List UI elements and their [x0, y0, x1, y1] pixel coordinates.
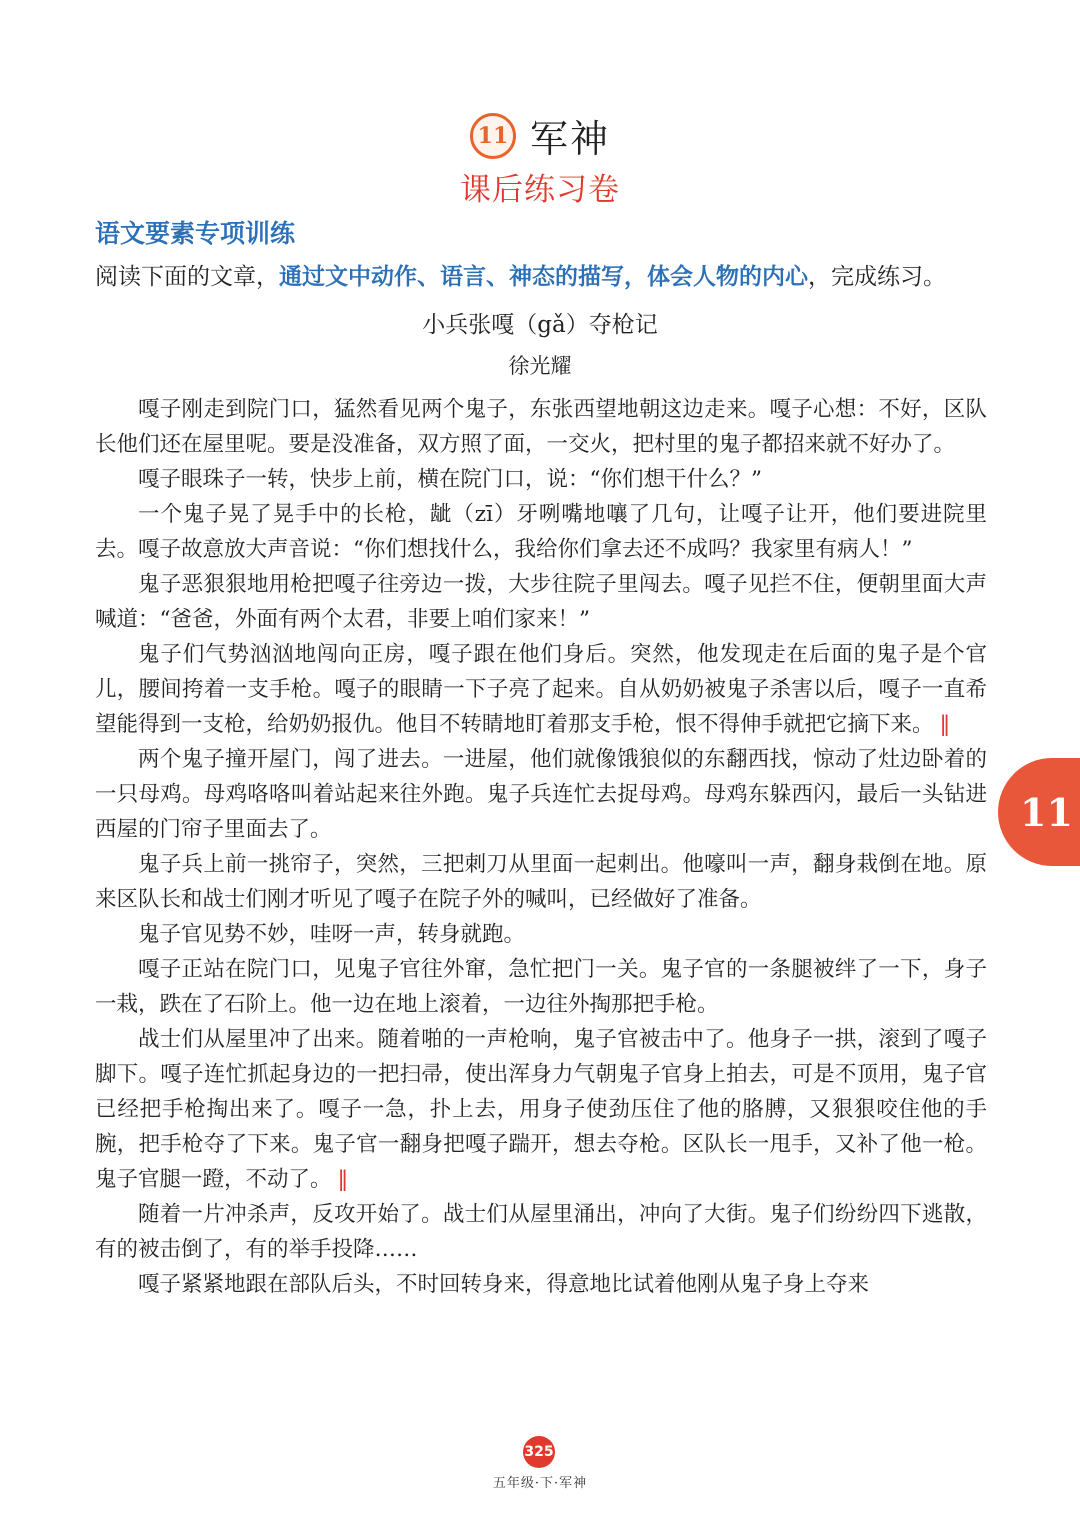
lesson-title: 军神 — [529, 117, 610, 161]
story-author: 徐光耀 — [508, 354, 572, 378]
story-paragraph: 嘎子紧紧地跟在部队后头，不时回转身来，得意地比试着他刚从鬼子身上夺来 — [138, 1272, 870, 1297]
story-paragraph: 一个鬼子晃了晃手中的长枪，龇（zī）牙咧嘴地嚷了几句，让嘎子让开，他们要进院里去。嘎子故意放大声音说：“你们想找什么，我给你们拿去还不成吗？我家里有病人！” — [95, 502, 987, 562]
story-paragraph: 鬼子恶狠狠地用枪把嘎子往旁边一拨，大步往院子里闯去。嘎子见拦不住，便朝里面大声喊道：“爸爸，外面有两个太君，非要上咱们家来！” — [95, 572, 987, 632]
story-paragraph: 两个鬼子撞开屋门，闯了进去。一进屋，他们就像饿狼似的东翻西找，惊动了灶边卧着的一只母鸡。母鸡咯咯叫着站起来往外跑。鬼子兵连忙去捉母鸡。母鸡东躲西闪，最后一头钻进西屋的门帘子里面去了。 — [95, 747, 987, 842]
story-paragraph: 鬼子官见势不妙，哇呀一声，转身就跑。 — [138, 922, 526, 947]
chapter-side-tab: 11 — [998, 758, 1080, 866]
lesson-header — [0, 108, 1080, 163]
lesson-number-badge: 11 — [470, 113, 516, 159]
instruction-suffix: ，完成练习。 — [808, 264, 946, 290]
footer-text: 五年级·下·军神 — [492, 1476, 588, 1491]
story-paragraph-text: 战士们从屋里冲了出来。随着啪的一声枪响，鬼子官被击中了。他身子一拱，滚到了嘎子脚下。嘎子连忙抓起身边的一把扫帚，使出浑身力气朝鬼子官身上拍去，可是不顶用，鬼子官已经把手枪掏出来了。嘎子一急，扑上去，用身子使劲压住了他的胳膊，又狠狠咬住他的手腕，把手枪夺了下来。鬼子官一翻身把嘎子踹开，想去夺枪。区队长一甩手，又补了他一枪。鬼子官腿一蹬，不动了。 — [95, 1027, 987, 1192]
section-divider-mark: ‖ — [939, 712, 951, 737]
instruction-prefix: 阅读下面的文章， — [95, 264, 279, 290]
story-title: 小兵张嘎（gǎ）夺枪记 — [422, 312, 658, 338]
worksheet-subtitle: 课后练习卷 — [460, 172, 620, 208]
story-paragraph-with-mark — [95, 1022, 987, 1197]
story-paragraph: 随着一片冲杀声，反攻开始了。战士们从屋里涌出，冲向了大街。鬼子们纷纷四下逃散，有的被击倒了，有的举手投降…… — [95, 1202, 987, 1262]
story-paragraph-with-mark — [95, 637, 987, 742]
story-paragraph: 嘎子眼珠子一转，快步上前，横在院门口，说：“你们想干什么？” — [138, 467, 762, 492]
page-number-badge: 325 — [523, 1436, 555, 1468]
story-paragraph: 嘎子正站在院门口，见鬼子官往外窜，急忙把门一关。鬼子官的一条腿被绊了一下，身子一栽，跌在了石阶上。他一边在地上滚着，一边往外掏那把手枪。 — [95, 957, 987, 1017]
instruction-highlight: 通过文中动作、语言、神态的描写，体会人物的内心 — [279, 264, 808, 290]
story-paragraph-text: 鬼子们气势汹汹地闯向正房，嘎子跟在他们身后。突然，他发现走在后面的鬼子是个官儿，腰间挎着一支手枪。嘎子的眼睛一下子亮了起来。自从奶奶被鬼子杀害以后，嘎子一直希望能得到一支枪，给奶奶报仇。他目不转睛地盯着那支手枪，恨不得伸手就把它摘下来。 — [95, 642, 987, 737]
section-divider-mark: ‖ — [337, 1167, 349, 1192]
story-body — [95, 392, 987, 1302]
instruction-text — [95, 258, 995, 291]
story-paragraph: 鬼子兵上前一挑帘子，突然，三把刺刀从里面一起刺出。他嚎叫一声，翻身栽倒在地。原来区队长和战士们刚才听见了嘎子在院子外的喊叫，已经做好了准备。 — [95, 852, 987, 912]
story-paragraph: 嘎子刚走到院门口，猛然看见两个鬼子，东张西望地朝这边走来。嘎子心想：不好，区队长他们还在屋里呢。要是没准备，双方照了面，一交火，把村里的鬼子都招来就不好办了。 — [95, 397, 987, 457]
section-heading: 语文要素专项训练 — [95, 219, 296, 248]
